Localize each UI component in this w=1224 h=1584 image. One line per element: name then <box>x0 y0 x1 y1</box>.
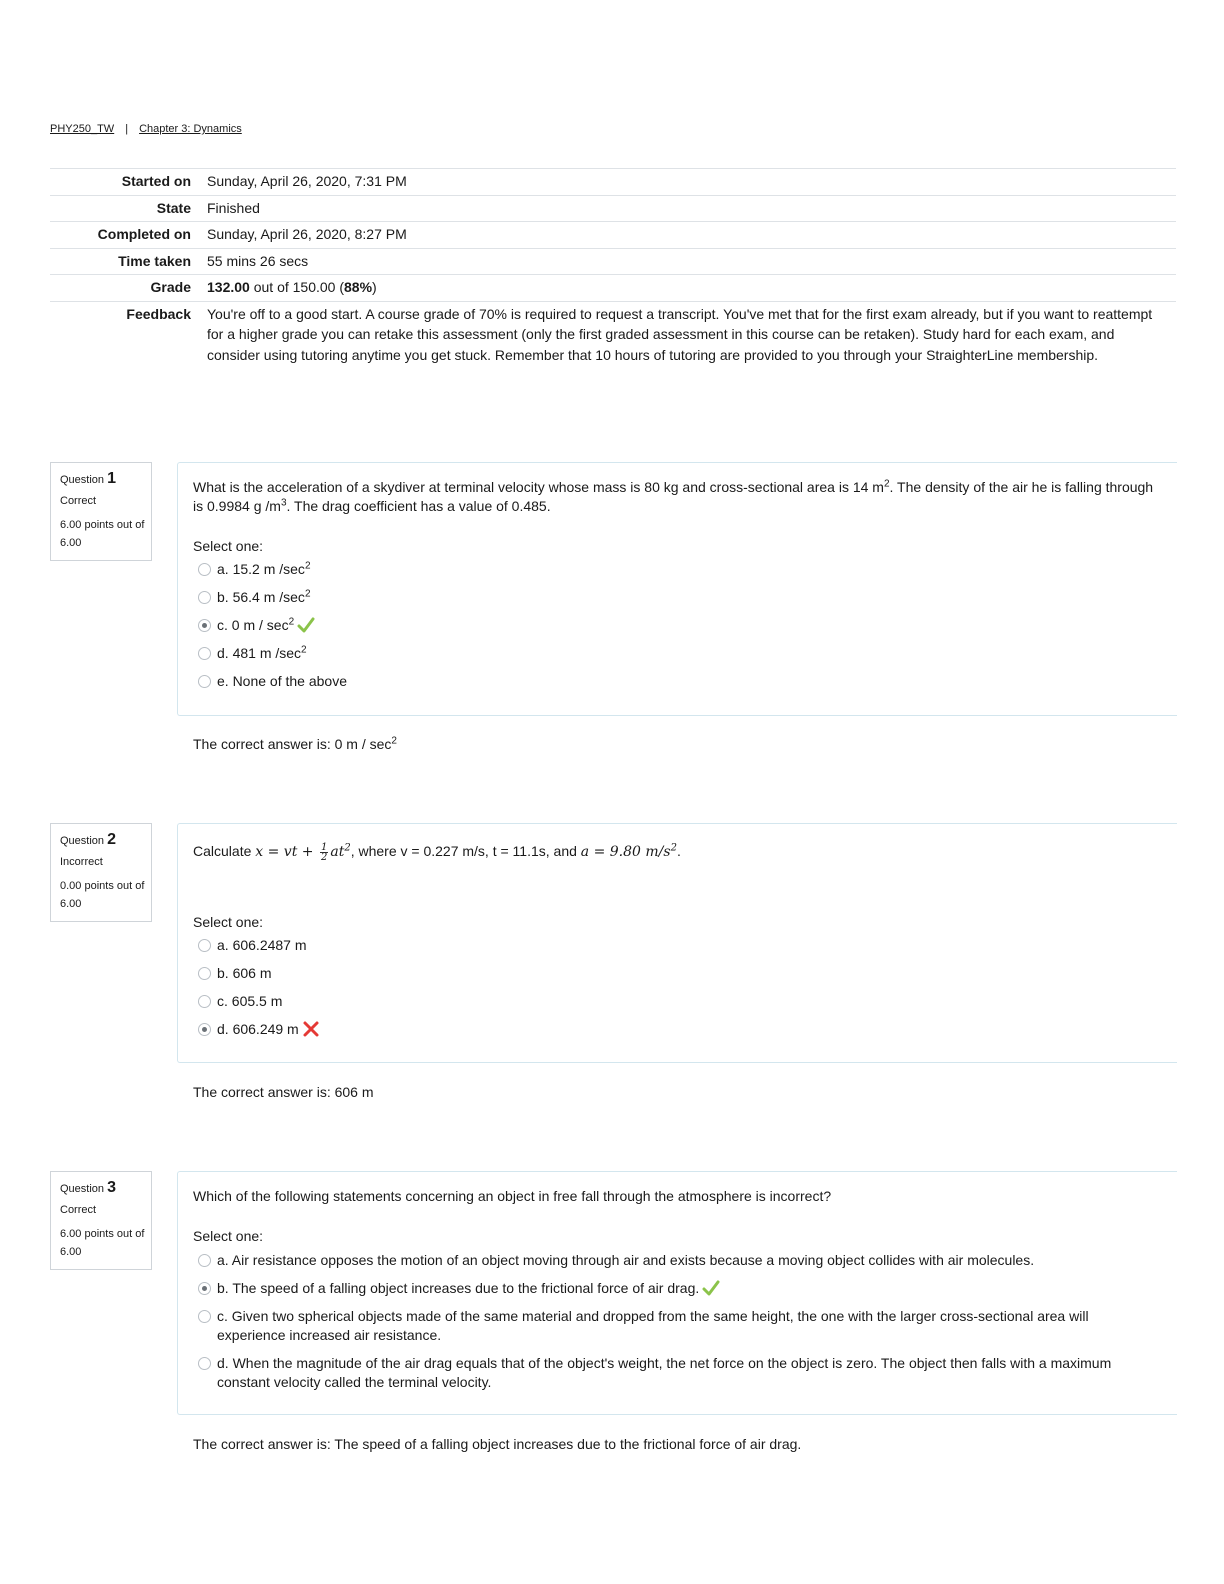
question-number: 3 <box>107 1179 116 1196</box>
question-label: Question <box>60 1183 105 1195</box>
radio-button-selected[interactable] <box>198 1282 211 1295</box>
answer-option[interactable] <box>198 560 1157 579</box>
checkmark-icon <box>297 616 315 634</box>
select-one-label: Select one: <box>193 914 264 930</box>
summary-value: Sunday, April 26, 2020, 7:31 PM <box>207 169 1176 196</box>
option-label: b. The speed of a falling object increases due to the frictional force of air drag. <box>217 1280 700 1296</box>
question-number: 1 <box>107 470 116 487</box>
answer-option[interactable] <box>198 644 1157 663</box>
summary-label: Grade <box>50 275 207 302</box>
breadcrumb-separator: | <box>125 123 129 135</box>
summary-row-time <box>50 248 1176 275</box>
select-one-label: Select one: <box>193 1228 264 1244</box>
radio-button[interactable] <box>198 675 211 688</box>
radio-button[interactable] <box>198 647 211 660</box>
radio-button[interactable] <box>198 1310 211 1323</box>
option-label: a. 606.2487 m <box>217 937 307 953</box>
summary-label: Completed on <box>50 222 207 249</box>
answer-option[interactable] <box>198 964 1157 983</box>
question-label: Question <box>60 474 105 486</box>
answer-option[interactable] <box>198 588 1157 607</box>
radio-button[interactable] <box>198 591 211 604</box>
breadcrumb-chapter-link[interactable]: Chapter 3: Dynamics <box>139 123 242 135</box>
question-status: Incorrect <box>60 856 103 868</box>
grade-score: 132.00 <box>207 279 250 295</box>
summary-row-started <box>50 169 1176 196</box>
radio-button[interactable] <box>198 563 211 576</box>
feedback-text: You're off to a good start. A course grade of 70% is required to request a transcript. You've met that for the first exam already, but if you want to reattempt for a higher grade you can retake this assessment (only the first graded assessment in this course can be retaken). Study hard for each exam, and consider using tutoring anytime you get stuck. Remember that 10 hours of tutoring are provided to you through your StraighterLine membership. <box>207 301 1176 368</box>
question-text: Calculate x = vt + $\frac{1}{2}$ $at^2$, where v = 0.227 m/s, t = 11.1s, and a = 9.80 $m/s^2$. <box>193 841 681 863</box>
summary-row-feedback <box>50 301 1176 368</box>
summary-value: Finished <box>207 195 1176 222</box>
question-text: What is the acceleration of a skydiver at terminal velocity whose mass is 80 kg and cross-sectional area is 14 $m^2$. The density of the air he is falling through is 0.9984 g $/m^3$. The drag coefficient has a value of 0.485. <box>193 478 1154 514</box>
question-info <box>50 823 152 922</box>
breadcrumb <box>50 123 242 135</box>
option-label: c. 0 m / $\sec^2$ <box>217 616 295 633</box>
question-status: Correct <box>60 1204 97 1216</box>
option-label: e. None of the above <box>217 673 347 689</box>
radio-button[interactable] <box>198 1357 211 1370</box>
answer-option[interactable] <box>198 936 1157 955</box>
answer-option[interactable] <box>198 616 1157 635</box>
correct-answer-feedback: The correct answer is: 606 m <box>193 1084 374 1100</box>
radio-button-selected[interactable] <box>198 619 211 632</box>
question-content <box>177 823 1177 1063</box>
grade-out-of: out of 150.00 ( <box>253 279 345 295</box>
summary-label: State <box>50 195 207 222</box>
question-info <box>50 1171 152 1270</box>
answer-option[interactable] <box>198 1020 1157 1039</box>
radio-button-selected[interactable] <box>198 1023 211 1036</box>
answer-option[interactable] <box>198 1307 1157 1345</box>
correct-answer-feedback: The correct answer is: 0 m / $\sec^2$ <box>193 735 397 752</box>
option-label: a. Air resistance opposes the motion of an object moving through air and exists because a moving object collides with air molecules. <box>217 1252 1035 1268</box>
formula: a = 9.80 $m/s^2$ <box>580 842 677 860</box>
cross-icon <box>302 1020 320 1038</box>
summary-value <box>207 275 1176 302</box>
option-label: d. 606.249 m <box>217 1021 299 1037</box>
answer-option[interactable] <box>198 1251 1157 1270</box>
attempt-summary-table <box>50 168 1176 368</box>
summary-label: Started on <box>50 169 207 196</box>
question-label: Question <box>60 835 105 847</box>
option-label: a. 15.2 m $/\sec^2$ <box>217 560 311 577</box>
question-status: Correct <box>60 495 97 507</box>
summary-value: Sunday, April 26, 2020, 8:27 PM <box>207 222 1176 249</box>
summary-row-state <box>50 195 1176 222</box>
question-text: Which of the following statements concerning an object in free fall through the atmosphere is incorrect? <box>193 1188 832 1204</box>
answer-option[interactable] <box>198 1279 1157 1298</box>
radio-button[interactable] <box>198 995 211 1008</box>
summary-row-completed <box>50 222 1176 249</box>
question-points: 6.00 points out of 6.00 <box>60 519 145 549</box>
radio-button[interactable] <box>198 1254 211 1267</box>
question-content <box>177 462 1177 716</box>
question-content <box>177 1171 1177 1415</box>
option-label: c. 605.5 m <box>217 993 283 1009</box>
correct-answer-feedback: The correct answer is: The speed of a falling object increases due to the frictional force of air drag. <box>193 1436 802 1452</box>
checkmark-icon <box>702 1279 720 1297</box>
answer-option[interactable] <box>198 1354 1157 1392</box>
grade-percent: 88% <box>344 279 373 295</box>
select-one-label: Select one: <box>193 538 264 554</box>
radio-button[interactable] <box>198 939 211 952</box>
answer-option[interactable] <box>198 992 1157 1011</box>
formula: x = vt + $\frac{1}{2}$ $at^2$ <box>255 841 351 863</box>
question-points: 0.00 points out of 6.00 <box>60 880 145 910</box>
summary-label: Feedback <box>50 301 207 368</box>
grade-close: ) <box>372 279 377 295</box>
option-label: b. 606 m <box>217 965 272 981</box>
question-info <box>50 462 152 561</box>
question-points: 6.00 points out of 6.00 <box>60 1228 145 1258</box>
option-label: b. 56.4 m $/\sec^2$ <box>217 588 311 605</box>
summary-row-grade <box>50 275 1176 302</box>
option-label: c. Given two spherical objects made of the same material and dropped from the same height, the one with the larger cross-sectional area will experience increased air resistance. <box>217 1308 1089 1343</box>
summary-label: Time taken <box>50 248 207 275</box>
answer-option[interactable] <box>198 672 1157 691</box>
option-label: d. When the magnitude of the air drag equals that of the object's weight, the net force on the object is zero. The object then falls with a maximum constant velocity called the terminal velocity. <box>217 1355 1112 1390</box>
fraction: $\frac{1}{2}$ <box>320 841 328 863</box>
summary-value: 55 mins 26 secs <box>207 248 1176 275</box>
breadcrumb-course-link[interactable]: PHY250_TW <box>50 123 115 135</box>
question-number: 2 <box>107 831 116 848</box>
option-label: d. 481 m $/\sec^2$ <box>217 644 307 661</box>
radio-button[interactable] <box>198 967 211 980</box>
